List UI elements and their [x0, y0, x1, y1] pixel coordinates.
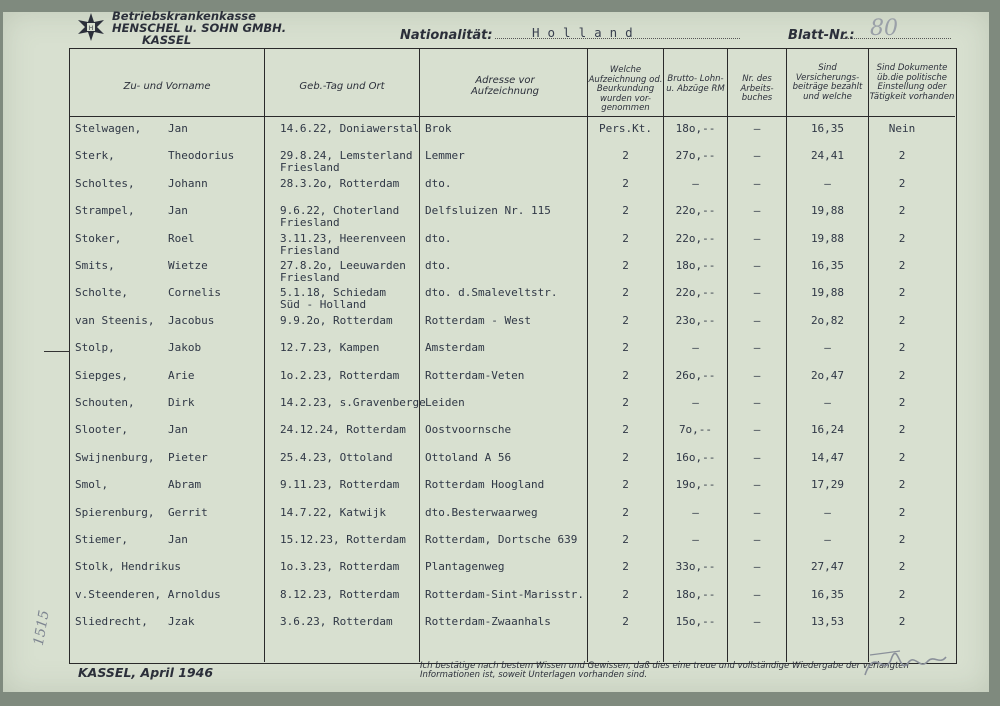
cell-address: Rotterdam - West — [425, 313, 531, 327]
cell-contrib: 27,47 — [810, 560, 845, 574]
cell-address: Lemmer — [425, 149, 465, 163]
cell-record: 2 — [622, 615, 629, 629]
cell-docs: 2 — [898, 396, 906, 409]
cell-book: – — [753, 560, 761, 574]
cell-wage: – — [692, 505, 699, 519]
cell-address: Amsterdam — [425, 341, 485, 355]
company-line-1: Betriebskrankenkasse — [112, 9, 256, 23]
cell-first: Abram — [168, 478, 202, 492]
cell-wage: 19o,-- — [675, 478, 716, 492]
cell-docs: 2 — [898, 505, 906, 519]
cell-record: 2 — [622, 231, 629, 245]
signature-icon — [860, 635, 950, 685]
cell-first: Jan — [168, 204, 188, 218]
cell-book: – — [753, 615, 761, 629]
cell-docs: 2 — [898, 176, 906, 190]
cell-surname: Sterk, — [75, 149, 115, 163]
cell-birth2: Friesland — [280, 161, 340, 175]
cell-address: dto. — [425, 176, 452, 190]
cell-docs: 2 — [898, 149, 906, 163]
cell-record: 2 — [622, 505, 629, 519]
cell-book: – — [753, 259, 761, 272]
margin-tick — [44, 351, 70, 352]
cell-book: – — [753, 533, 761, 546]
cell-first: Pieter — [168, 450, 208, 464]
cell-address: Rotterdam-Veten — [425, 368, 525, 382]
cell-docs: Nein — [888, 122, 916, 135]
cell-wage: 23o,-- — [675, 313, 716, 327]
cell-birth: 25.4.23, Ottoland — [280, 450, 393, 464]
cell-birth: 9.6.22, Choterland — [280, 204, 400, 218]
cell-address: Leiden — [425, 396, 465, 409]
col-header-address: Adresse vor Aufzeichnung — [470, 75, 540, 97]
cell-contrib: 19,88 — [810, 286, 845, 300]
cell-contrib: 16,35 — [810, 587, 845, 601]
cell-record: 2 — [622, 533, 629, 546]
cell-contrib: 13,53 — [810, 615, 845, 629]
cell-address: dto. d.Smaleveltstr. — [425, 286, 558, 300]
cell-birth2: Friesland — [280, 271, 340, 284]
col-header-birth: Geb.-Tag und Ort — [299, 81, 385, 92]
cell-birth: 14.7.22, Katwijk — [280, 505, 386, 519]
cell-wage: 22o,-- — [675, 286, 716, 300]
cell-birth: 14.2.23, s.Gravenberge — [280, 396, 426, 409]
cell-birth: 1o.2.23, Rotterdam — [280, 368, 400, 382]
cell-book: – — [753, 341, 761, 355]
cell-book: – — [753, 286, 761, 300]
cell-contrib: 2o,47 — [810, 368, 845, 382]
cell-birth: 9.11.23, Rotterdam — [280, 478, 400, 492]
cell-first: Jakob — [168, 341, 202, 355]
cell-docs: 2 — [898, 259, 906, 272]
cell-contrib: – — [824, 533, 831, 546]
cell-address: Plantagenweg — [425, 560, 505, 574]
cell-book: – — [753, 149, 761, 163]
cell-birth: 3.6.23, Rotterdam — [280, 615, 393, 629]
cell-surname: Stoker, — [75, 231, 122, 245]
cell-book: – — [753, 505, 761, 519]
cell-book: – — [753, 478, 761, 492]
cell-contrib: – — [824, 176, 831, 190]
cell-birth: 1o.3.23, Rotterdam — [280, 560, 400, 574]
cell-birth: 3.11.23, Heerenveen — [280, 231, 406, 245]
cell-record: 2 — [622, 313, 629, 327]
cell-wage: – — [692, 533, 699, 546]
col-header-workbook: Nr. des Arbeits- buches — [740, 74, 774, 103]
cell-contrib: 19,88 — [810, 204, 845, 218]
cell-address: Rotterdam, Dortsche 639 — [425, 533, 578, 546]
cell-wage: 16o,-- — [675, 450, 716, 464]
cell-record: 2 — [622, 176, 629, 190]
cell-birth2: Süd - Holland — [280, 298, 367, 312]
cell-first: Dirk — [168, 396, 195, 409]
cell-wage: 18o,-- — [675, 587, 716, 601]
cell-wage: 22o,-- — [675, 204, 716, 218]
cell-birth: 24.12.24, Rotterdam — [280, 423, 406, 437]
cell-record: 2 — [622, 450, 629, 464]
cell-contrib: – — [824, 341, 831, 355]
margin-number: 1515 — [30, 609, 53, 647]
cell-surname: Stolk, Hendrikus — [75, 560, 181, 574]
cell-record: 2 — [622, 587, 629, 601]
cell-book: – — [753, 122, 761, 135]
cell-first: Jan — [168, 533, 188, 546]
cell-book: – — [753, 176, 761, 190]
cell-book: – — [753, 313, 761, 327]
cell-wage: 27o,-- — [675, 149, 716, 163]
cell-surname: Scholte, — [75, 286, 128, 300]
cell-contrib: 16,24 — [810, 423, 845, 437]
cell-record: 2 — [622, 341, 629, 355]
cell-docs: 2 — [898, 533, 906, 546]
cell-docs: 2 — [898, 560, 906, 574]
cell-contrib: 24,41 — [810, 149, 845, 163]
cell-surname: Schouten, — [75, 396, 135, 409]
cell-contrib: 19,88 — [810, 231, 845, 245]
certification-text: Ich bestätige nach bestem Wissen und Gewissen, daß dies eine treue und vollständige Wiedergabe der verlangten Informationen ist, soweit Unterlagen vorhanden sind. — [420, 661, 909, 680]
cell-surname: Swijnenburg, — [75, 450, 155, 464]
cell-record: 2 — [622, 259, 629, 272]
header-divider — [69, 116, 955, 117]
cell-contrib: – — [824, 396, 831, 409]
cell-contrib: 17,29 — [810, 478, 845, 492]
cell-wage: 22o,-- — [675, 231, 716, 245]
sheet-number-label: Blatt-Nr.: — [788, 28, 855, 43]
cell-book: – — [753, 231, 761, 245]
col-header-name: Zu- und Vorname — [123, 81, 211, 92]
svg-text:H: H — [88, 25, 94, 32]
cell-first: Jan — [168, 423, 188, 437]
cell-surname: Sliedrecht, — [75, 615, 148, 629]
cell-surname: Strampel, — [75, 204, 135, 218]
cell-first: Jzak — [168, 615, 195, 629]
cell-wage: 18o,-- — [675, 122, 716, 135]
cell-surname: Smits, — [75, 259, 115, 272]
col-header-wage: Brutto- Lohn- u. Abzüge RM — [666, 74, 725, 94]
cell-book: – — [753, 450, 761, 464]
cell-book: – — [753, 396, 761, 409]
cell-docs: 2 — [898, 368, 906, 382]
cell-birth: 8.12.23, Rotterdam — [280, 587, 400, 601]
cell-wage: – — [692, 396, 699, 409]
cell-docs: 2 — [898, 615, 906, 629]
cell-first: Cornelis — [168, 286, 221, 300]
cell-surname: Scholtes, — [75, 176, 135, 190]
cell-docs: 2 — [898, 286, 906, 300]
col-header-record: Welche Aufzeichnung od. Beurkundung wurden vor- genommen — [588, 65, 663, 113]
cell-contrib: 2o,82 — [810, 313, 845, 327]
cell-book: – — [753, 368, 761, 382]
company-line-2: HENSCHEL u. SOHN GMBH. — [112, 21, 287, 35]
cell-address: Rotterdam-Sint-Marisstr. — [425, 587, 584, 601]
col-header-contributions: Sind Versicherungs- beiträge bezahlt und welche — [792, 63, 863, 102]
cell-docs: 2 — [898, 231, 906, 245]
nationality-value: Holland — [532, 25, 641, 40]
cell-surname: Smol, — [75, 478, 109, 492]
cell-record: 2 — [622, 396, 629, 409]
cell-surname: Stolp, — [75, 341, 115, 355]
cell-address: Rotterdam Hoogland — [425, 478, 545, 492]
cell-first: Jacobus — [168, 313, 215, 327]
cell-docs: 2 — [898, 587, 906, 601]
cell-birth: 5.1.18, Schiedam — [280, 286, 386, 300]
cell-address: Ottoland A 56 — [425, 450, 512, 464]
col-header-documents: Sind Dokumente üb.die politische Einstellung oder Tätigkeit vorhanden — [869, 63, 955, 102]
cell-wage: 33o,-- — [675, 560, 716, 574]
cell-wage: 18o,-- — [675, 259, 716, 272]
cell-surname: van Steenis, — [75, 313, 155, 327]
cell-wage: 15o,-- — [675, 615, 716, 629]
company-logo-icon — [76, 12, 106, 42]
cell-birth: 14.6.22, Doniawerstal — [280, 122, 420, 135]
cell-contrib: 16,35 — [810, 122, 845, 135]
cell-surname: Spierenburg, — [75, 505, 155, 519]
cell-first: Gerrit — [168, 505, 208, 519]
cell-surname: Stelwagen, — [75, 122, 142, 135]
cell-record: 2 — [622, 368, 629, 382]
cell-surname: Stiemer, — [75, 533, 128, 546]
cell-docs: 2 — [898, 450, 906, 464]
cell-docs: 2 — [898, 204, 906, 218]
cell-record: Pers.Kt. — [599, 122, 652, 135]
cell-address: Brok — [425, 122, 452, 135]
cell-first: Wietze — [168, 259, 208, 272]
cell-address: dto.Besterwaarweg — [425, 505, 538, 519]
cell-record: 2 — [622, 478, 629, 492]
column-divider — [264, 48, 265, 662]
cell-address: Delfsluizen Nr. 115 — [425, 204, 551, 218]
sheet-number-value: 80 — [870, 16, 898, 41]
cell-record: 2 — [622, 286, 629, 300]
cell-first: Roel — [168, 231, 195, 245]
cell-birth2: Friesland — [280, 243, 340, 257]
cell-surname: Slooter, — [75, 423, 128, 437]
cell-contrib: 14,47 — [810, 450, 845, 464]
cell-contrib: – — [824, 505, 831, 519]
cell-book: – — [753, 587, 761, 601]
nationality-label: Nationalität: — [400, 28, 493, 43]
cell-address: Oostvoornsche — [425, 423, 512, 437]
cell-first: Johann — [168, 176, 208, 190]
cell-birth: 27.8.2o, Leeuwarden — [280, 259, 406, 272]
cell-record: 2 — [622, 204, 629, 218]
company-name — [112, 10, 286, 46]
cell-address: Rotterdam-Zwaanhals — [425, 615, 551, 629]
cell-wage: 26o,-- — [675, 368, 716, 382]
cell-birth: 29.8.24, Lemsterland — [280, 149, 413, 163]
company-line-3: KASSEL — [142, 33, 192, 47]
cell-record: 2 — [622, 423, 629, 437]
cell-record: 2 — [622, 149, 629, 163]
cell-first: Arie — [168, 368, 195, 382]
cell-birth: 9.9.2o, Rotterdam — [280, 313, 393, 327]
cell-docs: 2 — [898, 313, 906, 327]
cell-wage: 7o,-- — [678, 423, 713, 437]
cell-docs: 2 — [898, 478, 906, 492]
cell-birth2: Friesland — [280, 216, 340, 230]
place-date: KASSEL, April 1946 — [78, 665, 214, 680]
cell-wage: – — [692, 341, 699, 355]
cell-contrib: 16,35 — [810, 259, 845, 272]
cell-birth: 15.12.23, Rotterdam — [280, 533, 406, 546]
cell-address: dto. — [425, 231, 452, 245]
cell-book: – — [753, 423, 761, 437]
cell-birth: 12.7.23, Kampen — [280, 341, 380, 355]
cell-first: Theodorius — [168, 149, 235, 163]
cell-surname: v.Steenderen, Arnoldus — [75, 587, 221, 601]
cell-book: – — [753, 204, 761, 218]
cell-birth: 28.3.2o, Rotterdam — [280, 176, 400, 190]
cell-docs: 2 — [898, 341, 906, 355]
cell-wage: – — [692, 176, 699, 190]
cell-first: Jan — [168, 122, 188, 135]
cell-record: 2 — [622, 560, 629, 574]
cell-address: dto. — [425, 259, 452, 272]
cell-surname: Siepges, — [75, 368, 128, 382]
cell-docs: 2 — [898, 423, 906, 437]
